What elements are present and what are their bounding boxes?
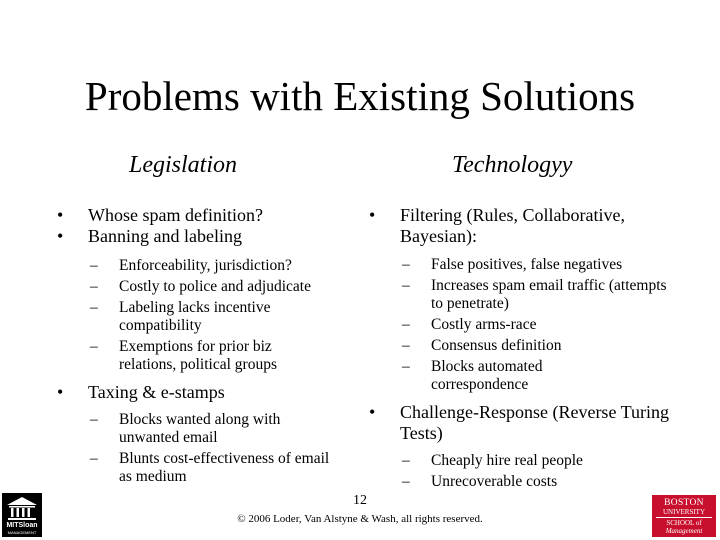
bullet-glyph: • (57, 382, 64, 402)
sub-list (369, 452, 714, 491)
dash-glyph: – (402, 473, 410, 490)
right-column-heading: Technologyy (452, 152, 573, 178)
sub-text: Labeling lacks incentive compatibility (119, 299, 271, 334)
dash-glyph: – (402, 358, 410, 375)
bullet-text: Whose spam definition? (88, 205, 263, 225)
dash-glyph: – (90, 450, 98, 467)
sub-item (369, 277, 681, 313)
sub-text: Costly arms-race (431, 316, 537, 333)
page-number: 12 (353, 493, 367, 508)
dash-glyph: – (90, 299, 98, 316)
dash-glyph: – (402, 452, 410, 469)
dash-glyph: – (90, 278, 98, 295)
sub-list (57, 257, 357, 374)
sub-item (369, 337, 714, 355)
bullet-glyph: • (369, 402, 376, 422)
dash-glyph: – (90, 257, 98, 274)
sub-text: Blunts cost-effectiveness of email as medium (119, 450, 330, 485)
dash-glyph: – (402, 277, 410, 294)
sub-text: False positives, false negatives (431, 256, 623, 273)
boston-university-logo (652, 495, 716, 537)
sub-text: Consensus definition (431, 337, 562, 354)
sub-item (369, 473, 714, 491)
bullet-item (369, 402, 700, 444)
dash-glyph: – (402, 256, 410, 273)
sub-item (57, 278, 357, 296)
bullet-item (57, 226, 357, 247)
sub-item (369, 452, 714, 470)
sub-item (57, 299, 294, 335)
dash-glyph: – (402, 337, 410, 354)
sub-item (57, 411, 319, 447)
bullet-text: Taxing & e-stamps (88, 382, 225, 402)
sub-item (369, 316, 714, 334)
bullet-text: Challenge-Response (Reverse Turing Tests) (400, 402, 669, 443)
sub-list (369, 256, 714, 394)
dash-glyph: – (402, 316, 410, 333)
bu-logo-line2: UNIVERSITY (663, 508, 705, 516)
left-column (57, 205, 357, 486)
sub-text: Exemptions for prior biz relations, political groups (119, 338, 277, 373)
sub-text: Costly to police and adjudicate (119, 278, 311, 295)
bullet-item (57, 382, 357, 403)
bullet-text: Banning and labeling (88, 226, 242, 246)
mit-logo-line1: MITSloan (6, 522, 38, 529)
bullet-item (57, 205, 357, 226)
right-column (369, 205, 714, 491)
dash-glyph: – (90, 411, 98, 428)
dash-glyph: – (90, 338, 98, 355)
slide-title: Problems with Existing Solutions (84, 73, 636, 119)
mit-logo-line2: MANAGEMENT (7, 530, 37, 535)
sub-text: Cheaply hire real people (431, 452, 583, 469)
mit-sloan-logo (2, 493, 42, 537)
sub-item (57, 338, 304, 374)
copyright-notice: © 2006 Loder, Van Alstyne & Wash, all rights reserved. (237, 513, 483, 525)
sub-item (369, 256, 714, 274)
bu-logo-line3: SCHOOL of (666, 519, 702, 527)
sub-item (57, 450, 334, 486)
sub-item (57, 257, 357, 275)
sub-text: Enforceability, jurisdiction? (119, 257, 292, 274)
bullet-glyph: • (57, 205, 64, 225)
bullet-text: Filtering (Rules, Collaborative, Bayesian): (400, 205, 625, 246)
sub-text: Increases spam email traffic (attempts to penetrate) (431, 277, 667, 312)
sub-text: Blocks wanted along with unwanted email (119, 411, 281, 446)
bullet-glyph: • (369, 205, 376, 225)
bu-logo-line4: Management (665, 527, 703, 535)
sub-text: Unrecoverable costs (431, 473, 558, 490)
building-columns-icon (6, 496, 38, 521)
sub-list (57, 411, 357, 486)
sub-text: Blocks automated correspondence (431, 358, 543, 393)
left-column-heading: Legislation (129, 152, 238, 178)
bu-logo-line1: BOSTON (664, 498, 704, 508)
bu-logo-divider (656, 517, 712, 518)
bullet-glyph: • (57, 226, 64, 246)
sub-item (369, 358, 616, 394)
bullet-item (369, 205, 690, 247)
